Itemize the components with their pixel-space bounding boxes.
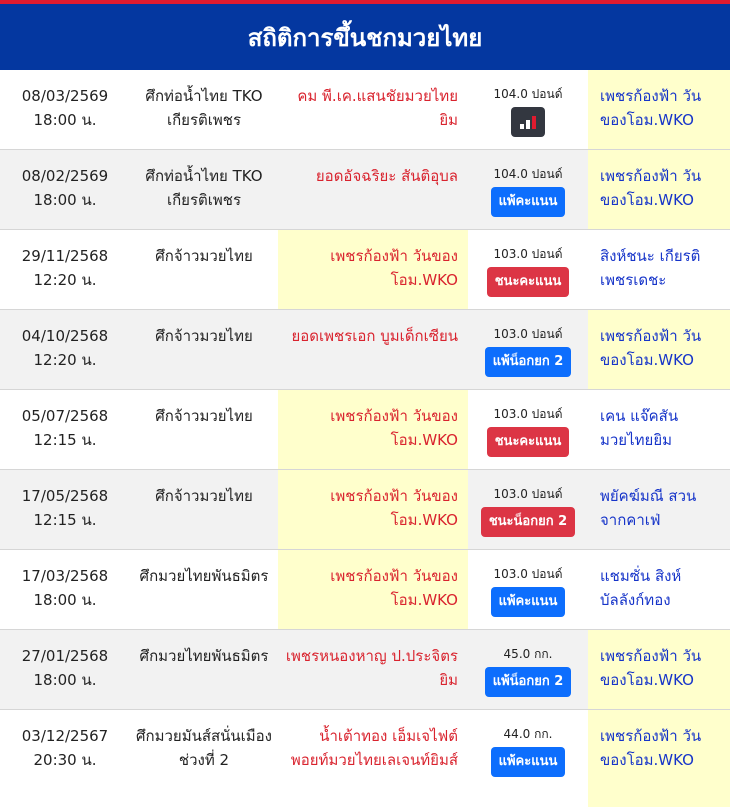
fight-date: 08/03/2569 [21, 87, 109, 105]
fight-row [0, 470, 730, 550]
event-name[interactable]: ศึกจ้าวมวยไทย [155, 327, 253, 345]
blue-corner-fighter[interactable]: พยัคฆ์มณี สวนจากคาเฟ่ [600, 487, 697, 529]
fight-date: 03/12/2567 [21, 727, 109, 745]
fight-date: 08/02/2569 [21, 167, 109, 185]
result-badge: ชนะคะแนน [487, 427, 570, 457]
result-badge: แพ้คะแนน [491, 187, 566, 217]
red-corner-fighter[interactable]: เพชรหนองหาญ ป.ประจิตรยิม [285, 647, 458, 689]
event-name[interactable]: ศึกมวยไทยพันธมิตร [139, 647, 269, 665]
weight-class: 104.0 ปอนด์ [493, 167, 563, 181]
blue-corner-fighter[interactable]: เพชรก้องฟ้า วันของโอม.WKO [588, 310, 730, 389]
fight-result-cell [468, 710, 588, 807]
fight-date: 04/10/2568 [21, 327, 109, 345]
weight-class: 103.0 ปอนด์ [493, 487, 563, 501]
result-badge: แพ้คะแนน [491, 587, 566, 617]
fight-time: 18:00 น. [33, 591, 97, 609]
fight-result-cell [468, 550, 588, 629]
weight-class: 104.0 ปอนด์ [493, 87, 563, 101]
fight-date-cell [0, 230, 130, 309]
event-name[interactable]: ศึกจ้าวมวยไทย [155, 487, 253, 505]
fight-result-cell [468, 630, 588, 709]
fight-date-cell [0, 470, 130, 549]
result-badge: แพ้น็อกยก 2 [485, 667, 572, 697]
fight-row [0, 550, 730, 630]
fight-row [0, 390, 730, 470]
result-badge: แพ้น็อกยก 2 [485, 347, 572, 377]
fight-date-cell [0, 550, 130, 629]
fight-row [0, 70, 730, 150]
fight-date: 29/11/2568 [21, 247, 109, 265]
fight-time: 12:15 น. [33, 431, 97, 449]
event-name[interactable]: ศึกมวยมันส์สนั่นเมือง ช่วงที่ 2 [135, 727, 272, 769]
fight-date: 17/03/2568 [21, 567, 109, 585]
result-badge: แพ้คะแนน [491, 747, 566, 777]
weight-class: 103.0 ปอนด์ [493, 567, 563, 581]
red-corner-fighter[interactable]: เพชรก้องฟ้า วันของโอม.WKO [278, 550, 468, 629]
red-corner-fighter[interactable]: เพชรก้องฟ้า วันของโอม.WKO [278, 390, 468, 469]
page-title-bar [0, 4, 730, 70]
fight-time: 18:00 น. [33, 111, 97, 129]
fight-time: 20:30 น. [33, 751, 97, 769]
fight-row [0, 710, 730, 807]
fight-date-cell [0, 70, 130, 149]
fight-date-cell [0, 150, 130, 229]
blue-corner-fighter[interactable]: สิงห์ชนะ เกียรติเพชรเดชะ [600, 247, 701, 289]
fight-time: 12:20 น. [33, 351, 97, 369]
fight-date: 05/07/2568 [21, 407, 109, 425]
event-name[interactable]: ศึกจ้าวมวยไทย [155, 247, 253, 265]
fight-date: 17/05/2568 [21, 487, 109, 505]
weight-class: 103.0 ปอนด์ [493, 327, 563, 341]
fight-result-cell [468, 230, 588, 309]
page-title: สถิติการขึ้นชกมวยไทย [247, 23, 483, 52]
weight-class: 45.0 กก. [503, 647, 553, 661]
weight-class: 103.0 ปอนด์ [493, 407, 563, 421]
fight-result-cell [468, 70, 588, 149]
fight-row [0, 230, 730, 310]
blue-corner-fighter[interactable]: เพชรก้องฟ้า วันของโอม.WKO [588, 70, 730, 149]
event-name[interactable]: ศึกท่อน้ำไทย TKO เกียรติเพชร [145, 167, 263, 209]
fight-result-cell [468, 310, 588, 389]
fight-result-cell [468, 470, 588, 549]
fight-row [0, 630, 730, 710]
fight-row [0, 150, 730, 230]
red-corner-fighter[interactable]: คม พี.เค.แสนชัยมวยไทยยิม [297, 87, 458, 129]
red-corner-fighter[interactable]: น้ำเต้าทอง เอ็มเจไฟต์พอยท์มวยไทยเลเจนท์ยิมส์ [290, 727, 458, 769]
result-badge: ชนะคะแนน [487, 267, 570, 297]
blue-corner-fighter[interactable]: เคน แจ๊คสันมวยไทยยิม [600, 407, 679, 449]
result-badge: ชนะน็อกยก 2 [481, 507, 575, 537]
blue-corner-fighter[interactable]: เพชรก้องฟ้า วันของโอม.WKO [588, 710, 730, 807]
event-name[interactable]: ศึกมวยไทยพันธมิตร [139, 567, 269, 585]
fight-time: 18:00 น. [33, 671, 97, 689]
fight-history-list [0, 70, 730, 807]
blue-corner-fighter[interactable]: แชมซั่น สิงห์บัลลังก์ทอง [600, 567, 682, 609]
red-corner-fighter[interactable]: ยอดอัจฉริยะ สันติอุบล [315, 167, 458, 185]
fight-time: 12:15 น. [33, 511, 97, 529]
event-name[interactable]: ศึกจ้าวมวยไทย [155, 407, 253, 425]
red-corner-fighter[interactable]: เพชรก้องฟ้า วันของโอม.WKO [278, 470, 468, 549]
bar-chart-icon[interactable] [511, 107, 545, 137]
weight-class: 103.0 ปอนด์ [493, 247, 563, 261]
fight-date-cell [0, 310, 130, 389]
fight-date-cell [0, 630, 130, 709]
weight-class: 44.0 กก. [503, 727, 553, 741]
fight-result-cell [468, 150, 588, 229]
event-name[interactable]: ศึกท่อน้ำไทย TKO เกียรติเพชร [145, 87, 263, 129]
fight-date-cell [0, 710, 130, 807]
red-corner-fighter[interactable]: ยอดเพชรเอก บูมเด็กเซียน [291, 327, 458, 345]
fight-row [0, 310, 730, 390]
fight-time: 18:00 น. [33, 191, 97, 209]
fight-result-cell [468, 390, 588, 469]
fight-date-cell [0, 390, 130, 469]
blue-corner-fighter[interactable]: เพชรก้องฟ้า วันของโอม.WKO [588, 150, 730, 229]
fight-date: 27/01/2568 [21, 647, 109, 665]
fight-time: 12:20 น. [33, 271, 97, 289]
blue-corner-fighter[interactable]: เพชรก้องฟ้า วันของโอม.WKO [588, 630, 730, 709]
red-corner-fighter[interactable]: เพชรก้องฟ้า วันของโอม.WKO [278, 230, 468, 309]
